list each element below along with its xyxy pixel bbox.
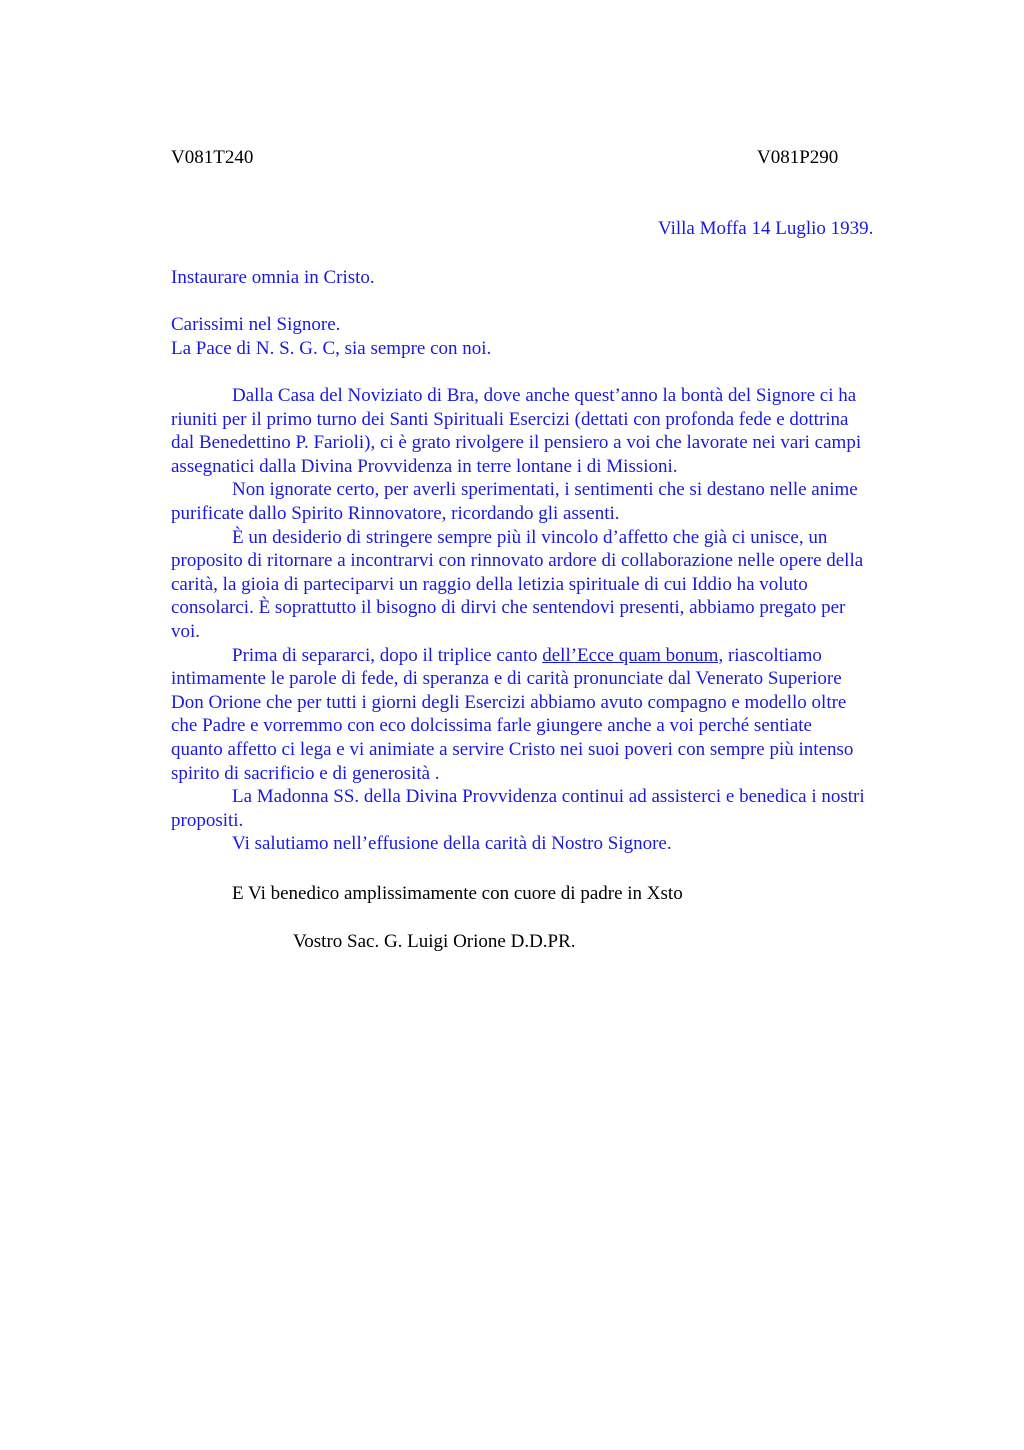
- body-line: È un desiderio di stringere sempre più il vincolo d’affetto che già ci unisce, un: [232, 526, 828, 548]
- body-line: quanto affetto ci lega e vi animiate a servire Cristo nei suoi poveri con sempre più intenso: [171, 738, 854, 760]
- body-line: Non ignorate certo, per averli sperimentati, i sentimenti che si destano nelle anime: [232, 479, 858, 501]
- body-line: riuniti per il primo turno dei Santi Spirituali Esercizi (dettati con profonda fede e dottrina: [171, 408, 849, 430]
- body-line: [171, 644, 931, 668]
- body-line: purificate dallo Spirito Rinnovatore, ricordando gli assenti.: [171, 502, 620, 524]
- letter-date: Villa Moffa 14 Luglio 1939.: [658, 218, 874, 239]
- body-line: La Madonna SS. della Divina Provvidenza continui ad assisterci e benedica i nostri: [232, 786, 865, 808]
- body-line: voi.: [171, 620, 201, 642]
- body-line: Don Orione che per tutti i giorni degli Esercizi abbiamo avuto compagno e modello oltre: [171, 691, 847, 713]
- body-line: Vi salutiamo nell’effusione della carità di Nostro Signore.: [232, 833, 672, 855]
- letter-greeting: [171, 313, 491, 360]
- letter-body: [171, 384, 931, 856]
- body-line: carità, la gioia di parteciparvi un raggio della letizia spirituale di cui Iddio ha voluto: [171, 573, 808, 595]
- body-line: intimamente le parole di fede, di speranza e di carità pronunciate dal Venerato Superiore: [171, 668, 842, 690]
- letter-signature: Vostro Sac. G. Luigi Orione D.D.PR.: [293, 931, 576, 952]
- underlined-hymn-title: dell’Ecce quam bonum,: [542, 644, 724, 666]
- body-line: spirito di sacrificio e di generosità .: [171, 762, 440, 784]
- letter-motto: Instaurare omnia in Cristo.: [171, 267, 375, 288]
- greeting-line: Carissimi nel Signore.: [171, 314, 341, 335]
- body-text-run: riascoltiamo: [723, 644, 822, 666]
- document-code-right: V081P290: [757, 147, 839, 168]
- body-line: proposito di ritornare a incontrarvi con rinnovato ardore di collaborazione nelle opere della: [171, 550, 864, 572]
- body-text-run: Prima di separarci, dopo il triplice canto: [232, 644, 543, 666]
- letter-blessing: E Vi benedico amplissimamente con cuore di padre in Xsto: [232, 883, 683, 904]
- body-line: Dalla Casa del Noviziato di Bra, dove anche quest’anno la bontà del Signore ci ha: [232, 385, 857, 406]
- document-code-left: V081T240: [171, 147, 254, 168]
- body-line: assegnatici dalla Divina Provvidenza in terre lontane i di Missioni.: [171, 455, 678, 477]
- body-line: consolarci. È soprattutto il bisogno di dirvi che sentendovi presenti, abbiamo pregato per: [171, 597, 846, 619]
- greeting-line: La Pace di N. S. G. C, sia sempre con noi.: [171, 337, 492, 359]
- body-line: propositi.: [171, 809, 244, 831]
- body-line: dal Benedettino P. Farioli), ci è grato rivolgere il pensiero a voi che lavorate nei vari campi: [171, 432, 862, 454]
- body-line: che Padre e vorremmo con eco dolcissima farle giungere anche a voi perché sentiate: [171, 715, 812, 737]
